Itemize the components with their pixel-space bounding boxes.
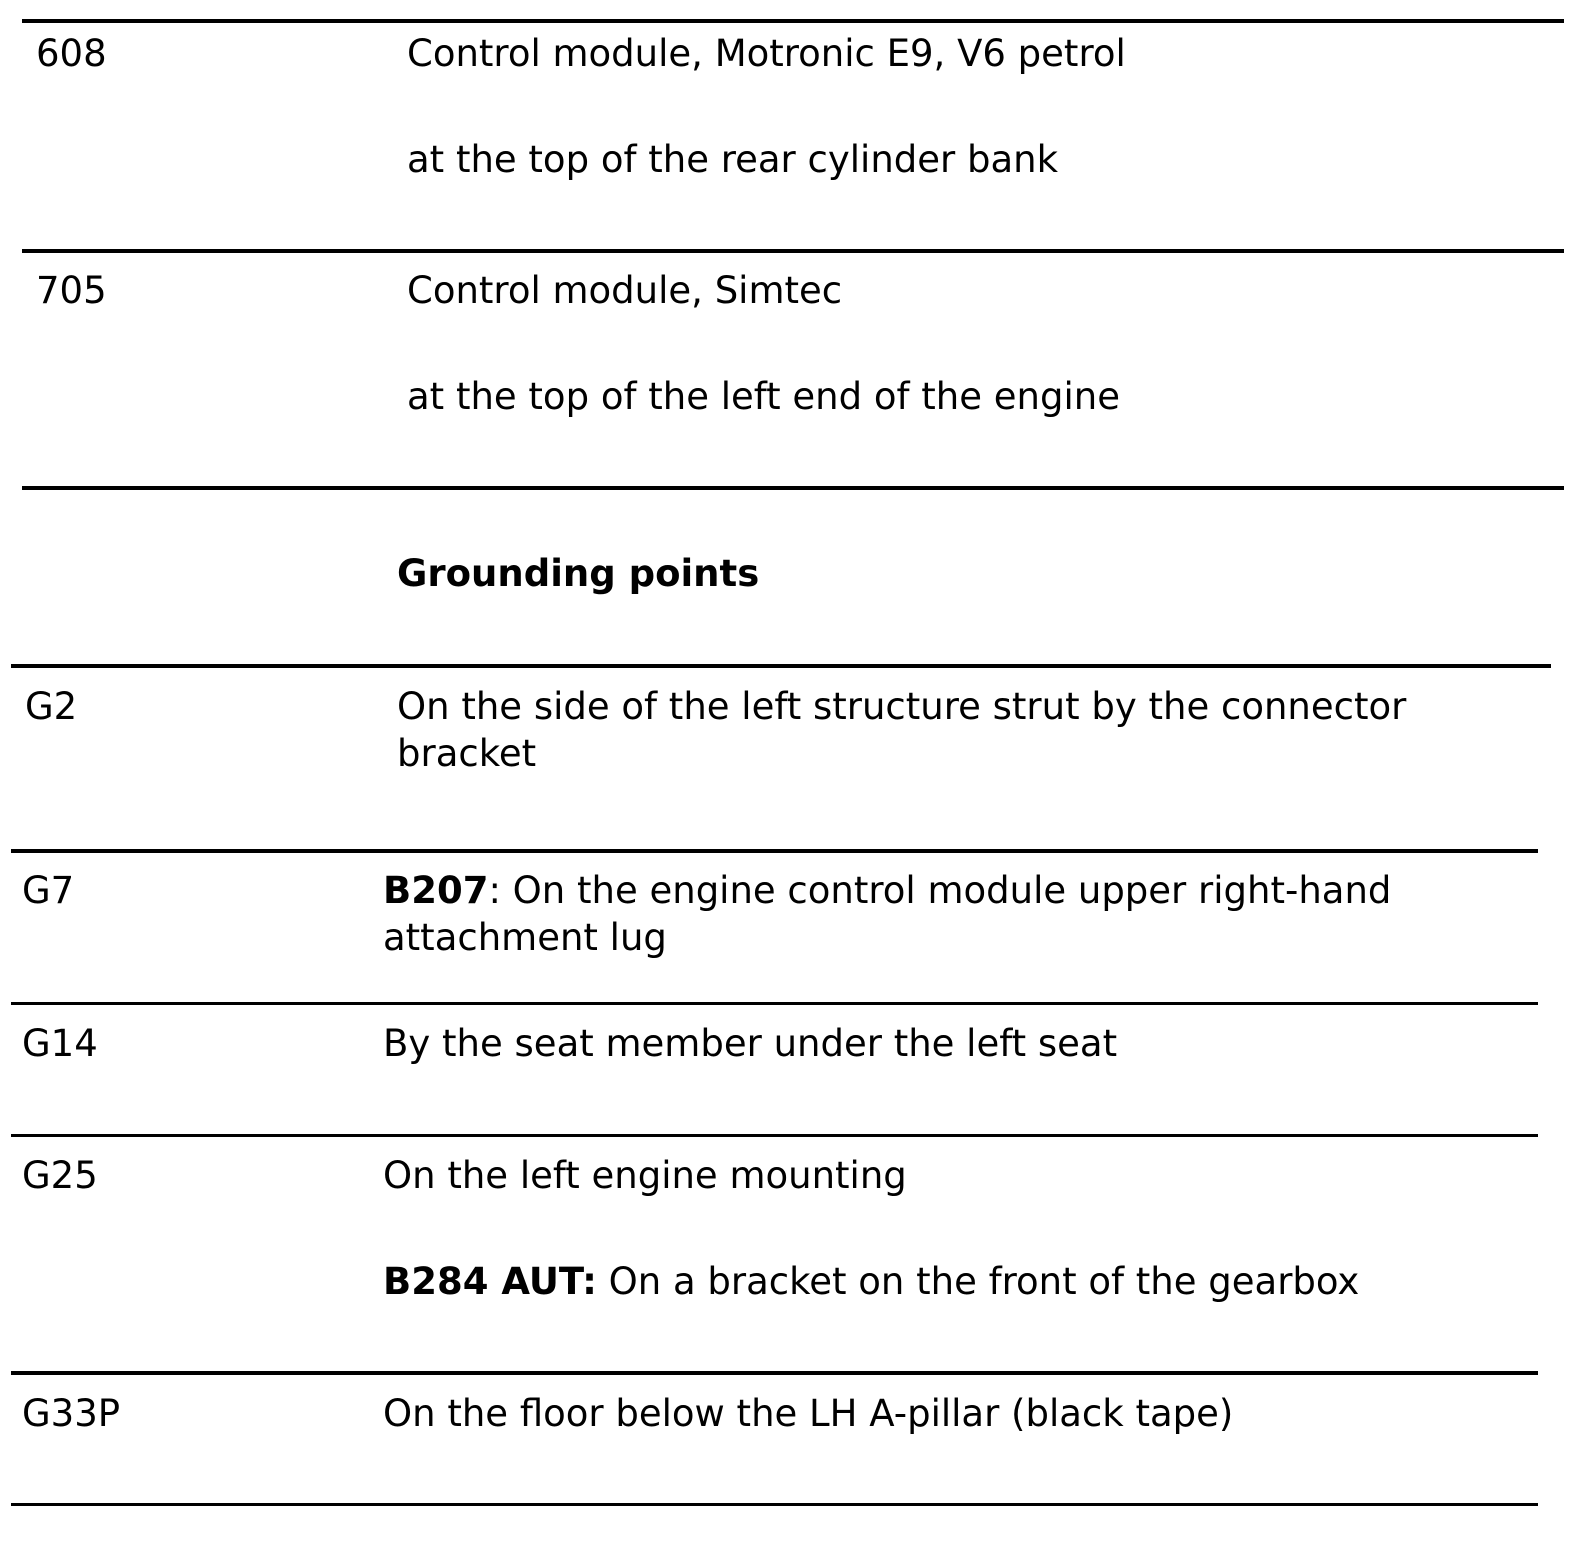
component-location: at the top of the left end of the engine <box>407 375 1120 418</box>
ground-location <box>383 867 1503 961</box>
component-code: 608 <box>36 32 107 75</box>
ground-code: G14 <box>22 1022 98 1065</box>
component-description: Control module, Simtec <box>407 269 843 312</box>
component-code: 705 <box>36 269 107 312</box>
ground-location: By the seat member under the left seat <box>383 1022 1118 1065</box>
component-description: Control module, Motronic E9, V6 petrol <box>407 32 1126 75</box>
row-divider <box>11 664 1551 668</box>
ground-location: On the floor below the LH A-pillar (black tape) <box>383 1392 1234 1435</box>
model-prefix: B207 <box>383 869 489 912</box>
row-divider <box>11 1503 1538 1506</box>
ground-location: On the side of the left structure strut by the connector bracket <box>397 685 1407 775</box>
ground-code: G7 <box>22 869 75 912</box>
row-divider <box>11 1371 1538 1375</box>
component-location: at the top of the rear cylinder bank <box>407 138 1059 181</box>
ground-location-note <box>383 1258 1359 1305</box>
ground-location-text: : On the engine control module upper right-hand attachment lug <box>383 869 1392 959</box>
ground-code: G33P <box>22 1392 121 1435</box>
row-divider <box>22 486 1564 490</box>
ground-code: G25 <box>22 1154 98 1197</box>
row-divider <box>11 1134 1538 1137</box>
row-divider <box>22 249 1564 253</box>
ground-location: On the left engine mounting <box>383 1154 907 1197</box>
row-divider <box>22 19 1564 23</box>
ground-location-note-text: On a bracket on the front of the gearbox <box>596 1260 1360 1303</box>
section-heading: Grounding points <box>397 552 760 595</box>
model-prefix: B284 AUT: <box>383 1260 597 1303</box>
ground-code: G2 <box>25 685 78 728</box>
row-divider <box>11 849 1538 853</box>
row-divider <box>11 1002 1538 1005</box>
